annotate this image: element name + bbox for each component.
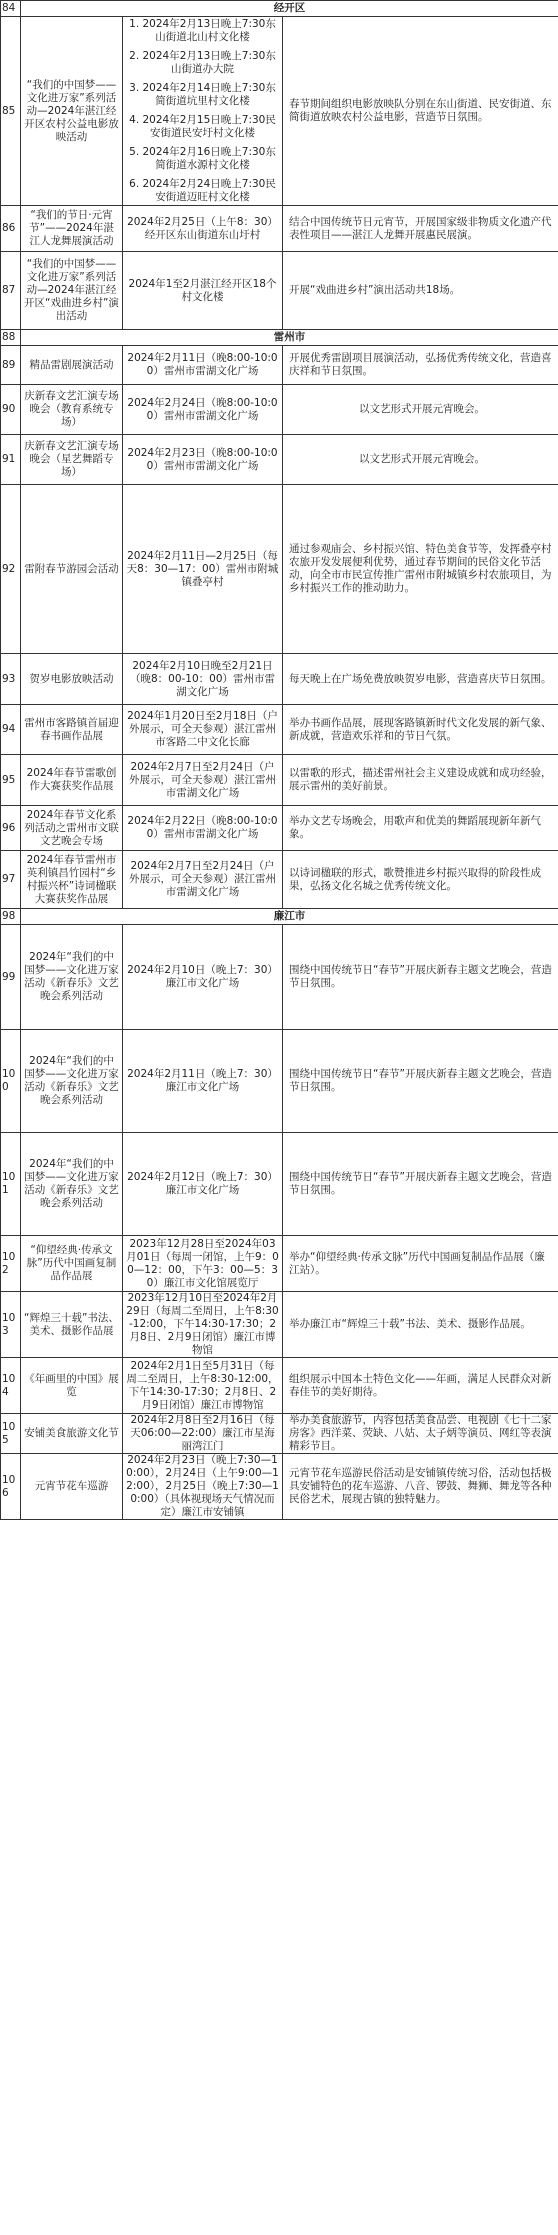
activity-description: 举办美食旅游节，内容包括美食品尝、电视剧《七十二家房客》西洋菜、荧缺、八姑、太子炳等演员、网红等表演精彩节目。 (283, 1414, 558, 1454)
table-row (1, 806, 558, 851)
activity-time-location (123, 435, 283, 485)
section-number: 88 (1, 330, 21, 346)
activity-name: “我们的中国梦——文化进万家”系列活动—2024年湛江经开区“戏曲进乡村”演出活动 (21, 252, 123, 330)
time-location-entry: 2024年2月8日至2月16日（每天06:00—22:00）廉江市星海丽湾江门 (130, 1414, 275, 1452)
table-row (1, 1358, 558, 1414)
time-location-entry: 4. 2024年2月15日晚上7:30民安街道民安圩村文化楼 (129, 114, 276, 139)
activity-time-location (123, 1454, 283, 1520)
section-title: 廉江市 (21, 909, 558, 925)
time-location-entry: 2024年2月25日（上午8：30）经开区东山街道东山圩村 (127, 215, 278, 241)
section-header-row (1, 1, 558, 17)
row-number: 96 (1, 806, 21, 851)
table-row (1, 1133, 558, 1236)
time-location-entry: 2024年2月10日晚至2月21日（晚8：00-10：00）雷州市雷湖文化广场 (129, 659, 276, 698)
table-row (1, 206, 558, 252)
activity-description: 结合中国传统节日元宵节，开展国家级非物质文化遗产代表性项目——湛江人龙舞开展惠民展演。 (283, 206, 558, 252)
time-location-entry: 2024年2月11日—2月25日（每天8：30—17：00）雷州市附城镇叠亭村 (126, 549, 279, 588)
time-location-entry: 2024年2月22日（晚8:00-10:00）雷州市雷湖文化广场 (127, 815, 278, 840)
activity-name: “辉煌三十载”书法、美术、摄影作品展 (21, 1292, 123, 1358)
table-row (1, 1236, 558, 1292)
table-row (1, 755, 558, 806)
row-number: 86 (1, 206, 21, 252)
activity-time-location (123, 1133, 283, 1236)
activity-description: 举办“仰望经典·传承文脉”历代中国画复制品作品展（廉江站）。 (283, 1236, 558, 1292)
activity-description: 组织展示中国本土特色文化——年画，满足人民群众对新春佳节的美好期待。 (283, 1358, 558, 1414)
row-number: 103 (1, 1292, 21, 1358)
row-number: 87 (1, 252, 21, 330)
time-location-entry: 2023年12月28日至2024年03月01日（每周一闭馆，上午9：00—12：00，下午3：00—5：30）廉江市文化馆展览厅 (126, 1237, 279, 1289)
section-header-row (1, 909, 558, 925)
activity-time-location (123, 1236, 283, 1292)
table-row (1, 925, 558, 1030)
activity-name: 2024年“我们的中国梦——文化进万家活动《新春乐》文艺晚会系列活动 (21, 1030, 123, 1133)
activity-time-location (123, 1292, 283, 1358)
time-location-entry: 2024年2月11日（晚上7：30）廉江市文化广场 (127, 1068, 278, 1093)
row-number: 85 (1, 17, 21, 206)
activity-description: 每天晚上在广场免费放映贺岁电影，营造喜庆节日氛围。 (283, 654, 558, 705)
time-location-entry: 2024年1月20日至2月18日（户外展示，可全天参观）湛江雷州市客路二中文化长廊 (127, 710, 278, 748)
activity-name: 2024年春节雷州市英利镇昌竹园村“乡村振兴杯”诗词楹联大赛获奖作品展 (21, 851, 123, 909)
activity-description: 举办廉江市“辉煌三十载”书法、美术、摄影作品展。 (283, 1292, 558, 1358)
time-location-entry: 3. 2024年2月14日晚上7:30东简街道坑里村文化楼 (129, 82, 276, 107)
activity-time-location (123, 206, 283, 252)
row-number: 95 (1, 755, 21, 806)
row-number: 105 (1, 1414, 21, 1454)
section-title: 经开区 (21, 1, 558, 17)
activity-name: 安铺美食旅游文化节 (21, 1414, 123, 1454)
row-number: 92 (1, 485, 21, 654)
activity-name: “我们的中国梦——文化进万家”系列活动—2024年湛江经开区农村公益电影放映活动 (21, 17, 123, 206)
section-number: 98 (1, 909, 21, 925)
time-location-entry: 2024年2月7日至2月24日（户外展示，可全天参观）湛江雷州市雷湖文化广场 (129, 760, 276, 799)
activity-name: 雷附春节游园会活动 (21, 485, 123, 654)
activity-time-location (123, 1030, 283, 1133)
time-location-entry: 2024年2月1日至5月31日（每周二至周日，上午8:30-12:00，下午14:30-17:30；2月8日、2月9日闭馆）廉江市博物馆 (126, 1359, 279, 1411)
activity-description: 开展优秀雷剧项目展演活动，弘扬优秀传统文化，营造喜庆祥和节日氛围。 (283, 346, 558, 385)
row-number: 100 (1, 1030, 21, 1133)
activity-description: 以雷歌的形式，描述雷州社会主义建设成就和成功经验，展示雷州的美好前景。 (283, 755, 558, 806)
row-number: 89 (1, 346, 21, 385)
activity-name: 贺岁电影放映活动 (21, 654, 123, 705)
time-location-entry: 2024年2月10日（晚上7：30）廉江市文化广场 (127, 964, 278, 989)
row-number: 90 (1, 385, 21, 435)
activity-description: 围绕中国传统节日“春节”开展庆新春主题文艺晚会，营造节日氛围。 (283, 1133, 558, 1236)
activity-description: 举办书画作品展，展现客路镇新时代文化发展的新气象、新成就，营造欢乐祥和的节日气氛。 (283, 705, 558, 755)
activity-time-location (123, 485, 283, 654)
time-location-entry: 2024年2月11日（晚8:00-10:00）雷州市雷湖文化广场 (127, 352, 278, 377)
table-row (1, 1030, 558, 1133)
activity-time-location (123, 654, 283, 705)
activity-time-location (123, 1358, 283, 1414)
time-location-entry: 2. 2024年2月13日晚上7:30东山街道办大院 (129, 50, 276, 75)
table-row (1, 346, 558, 385)
row-number: 94 (1, 705, 21, 755)
time-location-entry: 2024年2月24日（晚8:00-10:00）雷州市雷湖文化广场 (127, 396, 278, 422)
row-number: 93 (1, 654, 21, 705)
activity-name: “我们的节日·元宵节”——2024年湛江人龙舞展演活动 (21, 206, 123, 252)
activity-time-location (123, 851, 283, 909)
activity-time-location (123, 252, 283, 330)
table-row (1, 1292, 558, 1358)
activity-name: 《年画里的中国》展览 (21, 1358, 123, 1414)
activity-time-location (123, 1414, 283, 1454)
activity-description: 围绕中国传统节日“春节”开展庆新春主题文艺晚会，营造节日氛围。 (283, 925, 558, 1030)
activity-description: 以文艺形式开展元宵晚会。 (283, 435, 558, 485)
activity-name: 元宵节花车巡游 (21, 1454, 123, 1520)
row-number: 97 (1, 851, 21, 909)
time-location-entry: 2024年2月23日（晚上7:30—10:00），2月24日（上午9:00—12:00），2月25日（晚上7:30—10:00）（具体视现场天气情况而定）廉江市安铺镇 (126, 1454, 279, 1518)
row-number: 101 (1, 1133, 21, 1236)
row-number: 104 (1, 1358, 21, 1414)
section-header-row (1, 330, 558, 346)
activity-description: 以文艺形式开展元宵晚会。 (283, 385, 558, 435)
activity-description: 举办文艺专场晚会，用歌声和优美的舞蹈展现新年新气象。 (283, 806, 558, 851)
table-row (1, 252, 558, 330)
activity-name: 2024年“我们的中国梦——文化进万家活动《新春乐》文艺晚会系列活动 (21, 925, 123, 1030)
table-row (1, 485, 558, 654)
activity-time-location (123, 925, 283, 1030)
activity-name: 2024年“我们的中国梦——文化进万家活动《新春乐》文艺晚会系列活动 (21, 1133, 123, 1236)
time-location-entry: 2024年2月23日（晚8:00-10:00）雷州市雷湖文化广场 (127, 446, 278, 472)
activity-time-location (123, 806, 283, 851)
time-location-entry: 5. 2024年2月16日晚上7:30东简街道水源村文化楼 (129, 146, 276, 171)
activity-name: 雷州市客路镇首届迎春书画作品展 (21, 705, 123, 755)
time-location-entry: 2024年2月12日（晚上7：30）廉江市文化广场 (127, 1171, 278, 1196)
activity-description: 通过参观庙会、乡村振兴馆、特色美食节等，发挥叠亭村农旅开发发展便利优势，通过春节期间的民俗文化节活动，向全市市民宣传推广雷州市附城镇乡村农旅项目，为乡村振兴工作的推动助力。 (283, 485, 558, 654)
activity-name: 2024年春节文化系列活动之雷州市文联文艺晚会专场 (21, 806, 123, 851)
activity-name: 庆新春文艺汇演专场晚会（星艺舞蹈专场） (21, 435, 123, 485)
table-row (1, 1454, 558, 1520)
activity-time-location (123, 17, 283, 206)
table-row (1, 17, 558, 206)
row-number: 106 (1, 1454, 21, 1520)
row-number: 91 (1, 435, 21, 485)
section-title: 雷州市 (21, 330, 558, 346)
table-row (1, 1414, 558, 1454)
table-row (1, 851, 558, 909)
activity-time-location (123, 385, 283, 435)
activity-description: 围绕中国传统节日“春节”开展庆新春主题文艺晚会，营造节日氛围。 (283, 1030, 558, 1133)
activity-name: “仰望经典·传承文脉”历代中国画复制品作品展 (21, 1236, 123, 1292)
time-location-entry: 6. 2024年2月24日晚上7:30民安街道迈旺村文化楼 (129, 178, 276, 203)
table-row (1, 435, 558, 485)
table-row (1, 385, 558, 435)
section-number: 84 (1, 1, 21, 17)
activity-description: 春节期间组织电影放映队分别在东山街道、民安街道、东简街道放映农村公益电影，营造节日氛围。 (283, 17, 558, 206)
time-location-entry: 2023年12月10日至2024年2月29日（每周二至周日，上午8:30-12:00，下午14:30-17:30；2月8日、2月9日闭馆）廉江市博物馆 (126, 1292, 279, 1356)
time-location-entry: 1. 2024年2月13日晚上7:30东山街道北山村文化楼 (129, 18, 276, 43)
activity-description: 以诗词楹联的形式，歌赞推进乡村振兴取得的阶段性成果，弘扬文化名城之优秀传统文化。 (283, 851, 558, 909)
time-location-entry: 2024年2月7日至2月24日（户外展示，可全天参观）湛江雷州市雷湖文化广场 (129, 860, 276, 898)
table-row (1, 705, 558, 755)
activity-description: 开展“戏曲进乡村”演出活动共18场。 (283, 252, 558, 330)
activity-description: 元宵节花车巡游民俗活动是安铺镇传统习俗，活动包括极具安铺特色的花车巡游、八音、锣鼓、舞狮、舞龙等各种民俗艺术，展现古镇的独特魅力。 (283, 1454, 558, 1520)
row-number: 102 (1, 1236, 21, 1292)
activity-name: 精品雷剧展演活动 (21, 346, 123, 385)
row-number: 99 (1, 925, 21, 1030)
activity-time-location (123, 705, 283, 755)
activity-time-location (123, 346, 283, 385)
activity-name: 庆新春文艺汇演专场晚会（教育系统专场） (21, 385, 123, 435)
table-row (1, 654, 558, 705)
activity-name: 2024年春节雷歌创作大赛获奖作品展 (21, 755, 123, 806)
activity-time-location (123, 755, 283, 806)
time-location-entry: 2024年1至2月湛江经开区18个村文化楼 (128, 277, 277, 303)
